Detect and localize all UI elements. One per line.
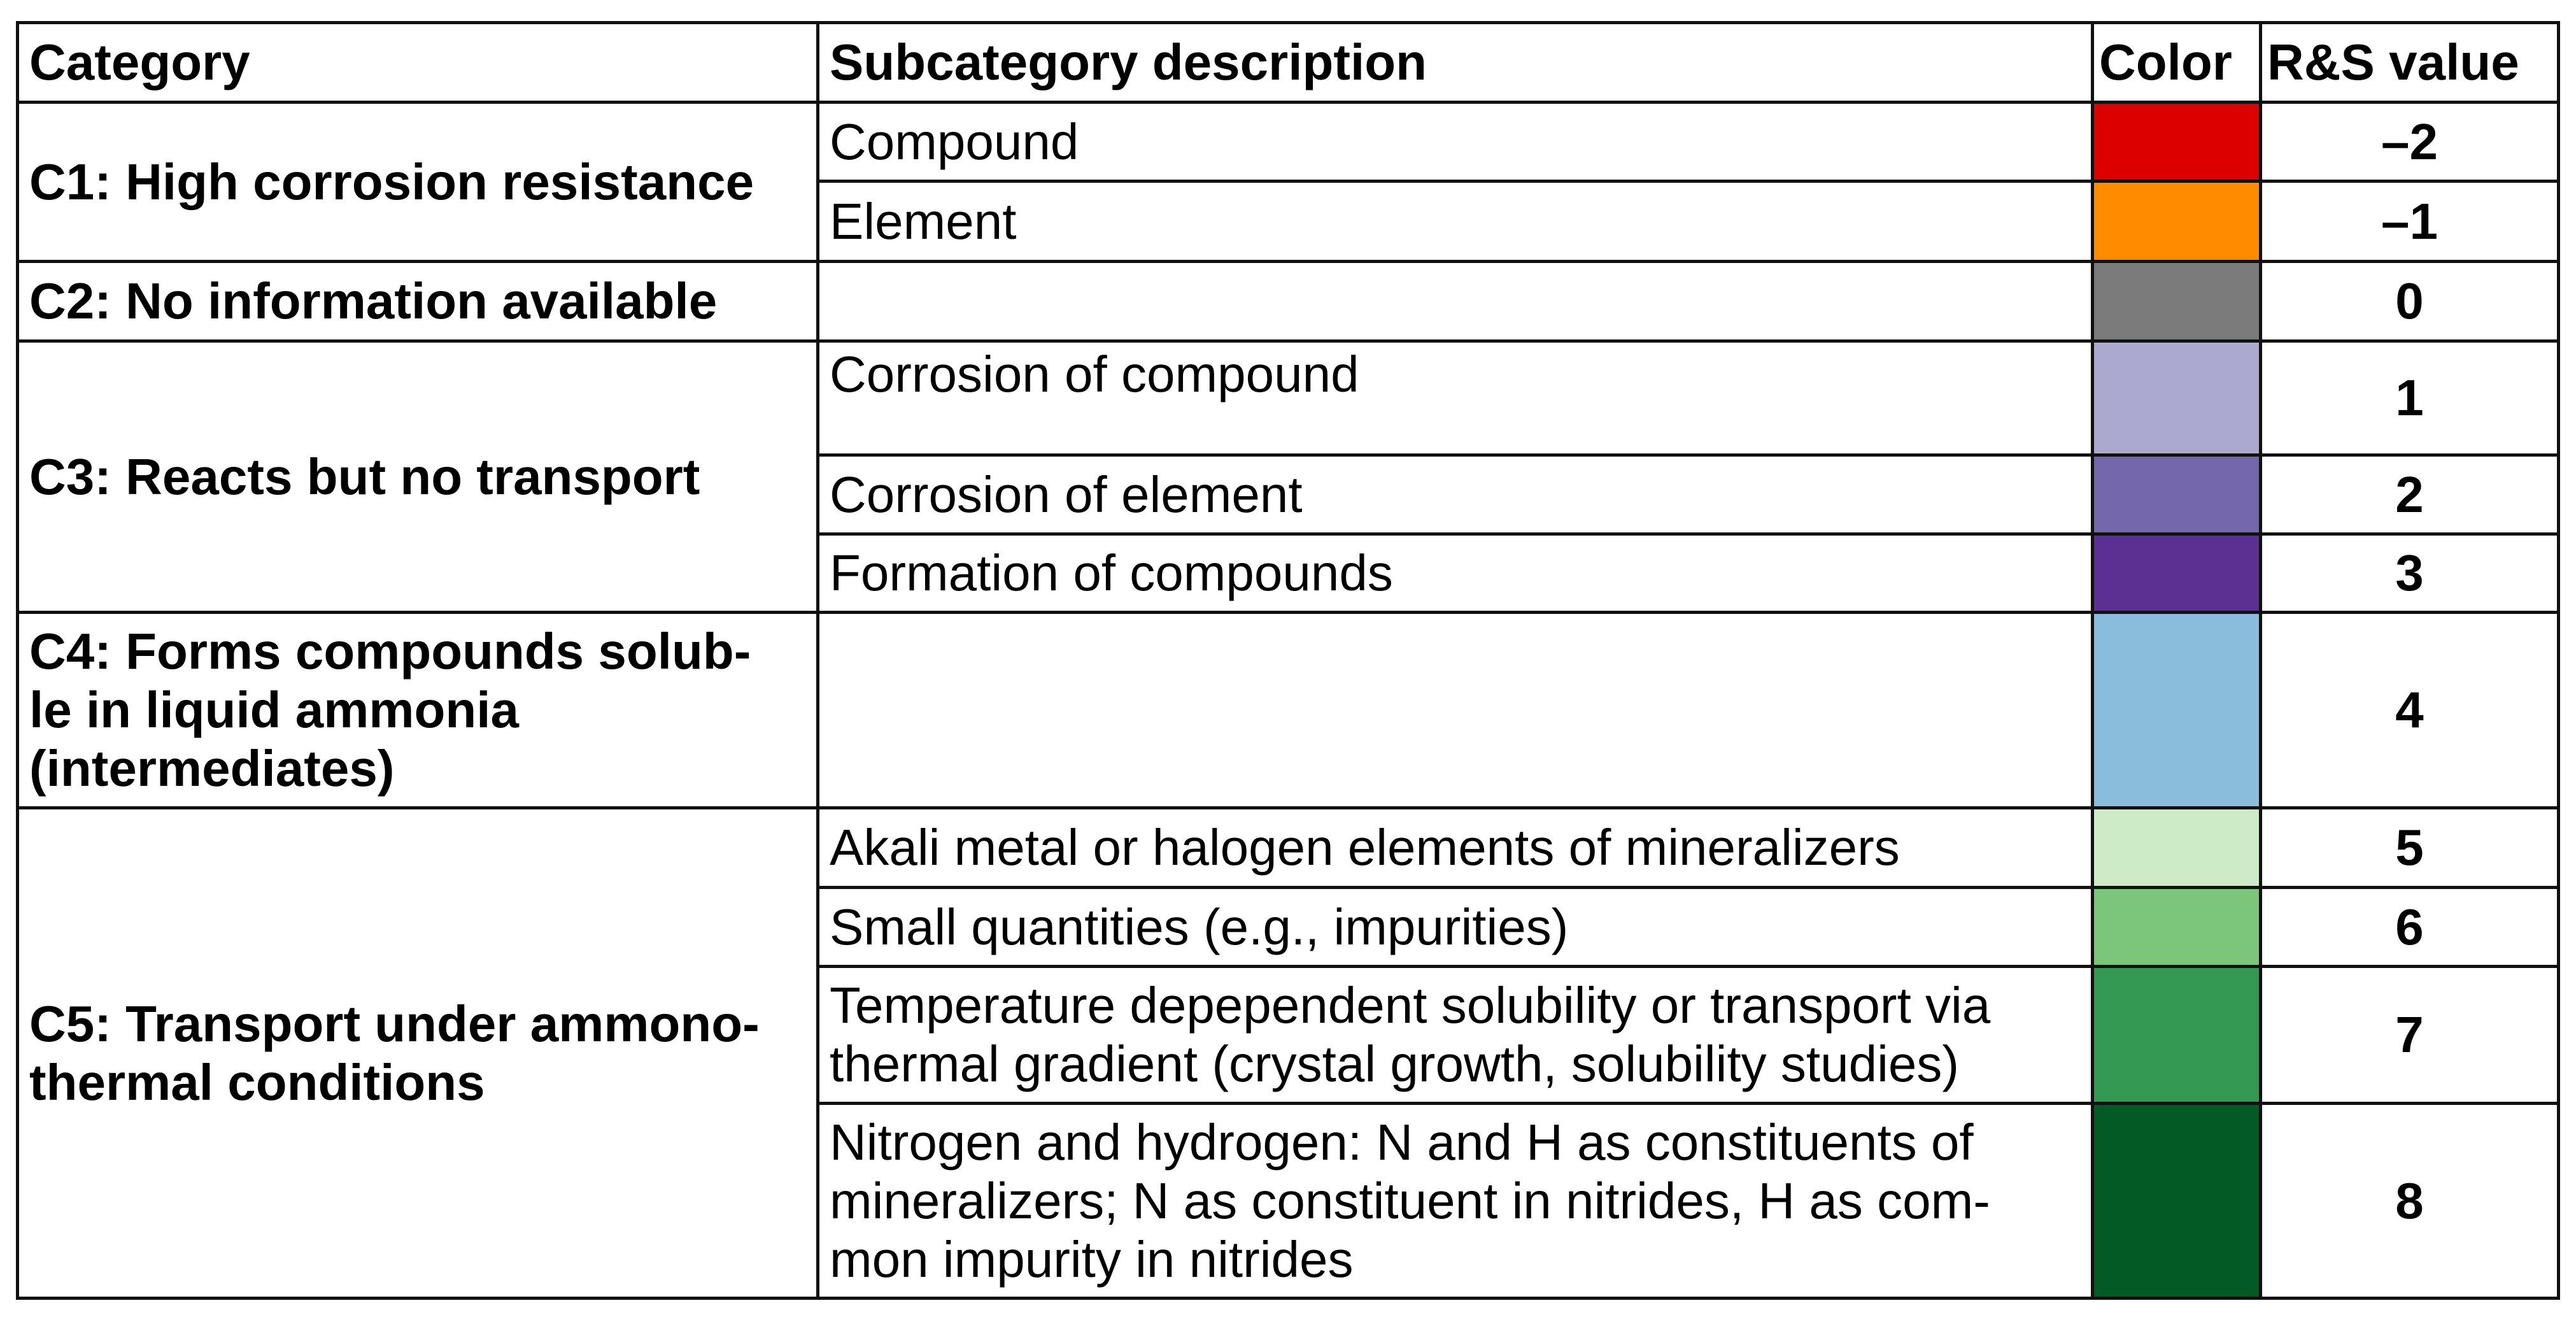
header-row — [18, 23, 2559, 103]
table-row — [18, 103, 2559, 182]
table-row — [18, 262, 2559, 341]
category-c5-line: thermal conditions — [29, 1053, 485, 1111]
category-c4 — [18, 613, 818, 808]
subcategory-cell: Element — [818, 182, 2093, 262]
rs-value: 3 — [2261, 534, 2559, 613]
category-c4-line: C4: Forms compounds solub- — [29, 623, 751, 680]
category-c5 — [18, 808, 818, 1299]
color-swatch-red — [2093, 103, 2261, 182]
rs-value: –1 — [2261, 182, 2559, 262]
subcategory-cell-empty — [818, 613, 2093, 808]
category-c4-line: le in liquid ammonia — [29, 681, 519, 738]
rs-value: 2 — [2261, 455, 2559, 534]
color-swatch-dark-purple — [2093, 534, 2261, 613]
subcategory-cell: Small quantities (e.g., impurities) — [818, 888, 2093, 967]
category-c5-line: C5: Transport under ammono- — [29, 995, 760, 1052]
header-color: Color — [2093, 23, 2261, 103]
rs-value: –2 — [2261, 103, 2559, 182]
rs-value-table — [16, 21, 2560, 1300]
color-swatch-pale-green — [2093, 808, 2261, 888]
table-row — [18, 341, 2559, 455]
subcategory-cell: Formation of compounds — [818, 534, 2093, 613]
rs-value: 8 — [2261, 1104, 2559, 1299]
table-row — [18, 613, 2559, 808]
category-c1: C1: High corrosion resistance — [18, 103, 818, 262]
color-swatch-light-blue — [2093, 613, 2261, 808]
category-c4-line: (intermediates) — [29, 740, 395, 797]
subcategory-line: mon impurity in nitrides — [830, 1230, 1354, 1288]
subcategory-cell-empty — [818, 262, 2093, 341]
color-swatch-medium-green — [2093, 967, 2261, 1104]
subcategory-cell: Compound — [818, 103, 2093, 182]
rs-value: 6 — [2261, 888, 2559, 967]
category-c2: C2: No information available — [18, 262, 818, 341]
rs-value: 1 — [2261, 341, 2559, 455]
rs-value: 5 — [2261, 808, 2559, 888]
color-swatch-light-lavender — [2093, 341, 2261, 455]
subcategory-cell: Corrosion of compound — [818, 341, 2093, 455]
subcategory-line: Nitrogen and hydrogen: N and H as constituents of — [830, 1113, 1974, 1171]
subcategory-line: thermal gradient (crystal growth, solubility studies) — [830, 1036, 1960, 1092]
rs-value: 4 — [2261, 613, 2559, 808]
color-swatch-gray — [2093, 262, 2261, 341]
color-swatch-medium-purple — [2093, 455, 2261, 534]
category-c3: C3: Reacts but no transport — [18, 341, 818, 613]
table-row — [18, 808, 2559, 888]
subcategory-cell — [818, 1104, 2093, 1299]
subcategory-line: mineralizers; N as constituent in nitrides, H as com- — [830, 1172, 1990, 1229]
subcategory-cell — [818, 967, 2093, 1104]
header-category: Category — [18, 23, 818, 103]
color-swatch-orange — [2093, 182, 2261, 262]
subcategory-cell: Akali metal or halogen elements of mineralizers — [818, 808, 2093, 888]
color-swatch-dark-green — [2093, 1104, 2261, 1299]
rs-value: 7 — [2261, 967, 2559, 1104]
header-value: R&S value — [2261, 23, 2559, 103]
color-swatch-light-green — [2093, 888, 2261, 967]
rs-value: 0 — [2261, 262, 2559, 341]
header-subcategory: Subcategory description — [818, 23, 2093, 103]
subcategory-line: Temperature depependent solubility or transport via — [830, 977, 1991, 1034]
subcategory-cell: Corrosion of element — [818, 455, 2093, 534]
